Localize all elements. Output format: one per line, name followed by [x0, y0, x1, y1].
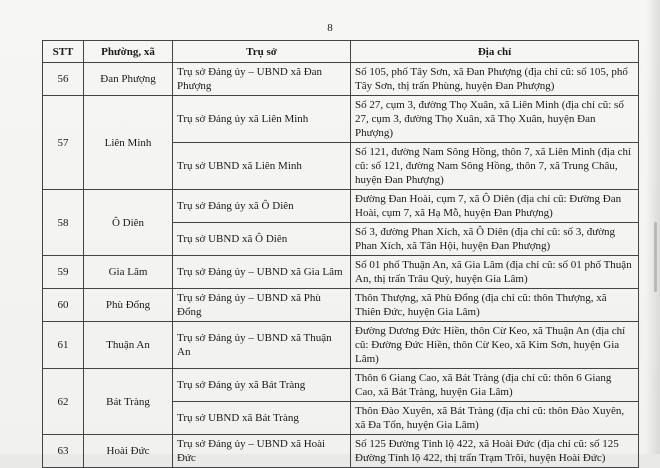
row-address: Số 01 phố Thuận An, xã Gia Lâm (địa chỉ cũ: số 01 phố Thuận An, thị trấn Trâu Quỳ, huyện Gia Lâm)	[351, 256, 639, 289]
row-address: Đường Dương Đức Hiền, thôn Cừ Keo, xã Thuận An (địa chỉ cũ: Đường Đức Hiền, thôn Cừ Keo, xã Kim Sơn, huyện Gia Lâm)	[351, 322, 639, 369]
row-address: Số 125 Đường Tỉnh lộ 422, xã Hoài Đức (địa chỉ cũ: số 125 Đường Tỉnh lộ 422, thị trấn Trạm Trôi, huyện Hoài Đức)	[351, 435, 639, 468]
row-address: Số 27, cụm 3, đường Thọ Xuân, xã Liên Minh (địa chỉ cũ: số 27, cụm 3, đường Thọ Xuân, xã Thọ Xuân, huyện Đan Phượng)	[351, 96, 639, 143]
row-stt: 60	[43, 289, 84, 322]
row-ward: Hoài Đức	[84, 435, 173, 468]
row-headquarters: Trụ sở Đảng ủy – UBND xã Hoài Đức	[173, 435, 351, 468]
table-row	[43, 256, 639, 289]
row-address: Đường Đan Hoài, cụm 7, xã Ô Diên (địa chỉ cũ: Đường Đan Hoài, cụm 7, xã Hạ Mỗ, huyện Đan Phượng)	[351, 190, 639, 223]
row-stt: 61	[43, 322, 84, 369]
row-ward: Bát Tràng	[84, 369, 173, 435]
row-stt: 63	[43, 435, 84, 468]
row-address: Số 105, phố Tây Sơn, xã Đan Phượng (địa chỉ cũ: số 105, phố Tây Sơn, thị trấn Phùng, huyện Đan Phượng)	[351, 63, 639, 96]
table-row	[43, 289, 639, 322]
header-stt: STT	[43, 41, 84, 63]
row-address: Thôn 6 Giang Cao, xã Bát Tràng (địa chỉ cũ: thôn 6 Giang Cao, xã Bát Tràng, huyện Gia Lâm)	[351, 369, 639, 402]
row-headquarters: Trụ sở UBND xã Ô Diên	[173, 223, 351, 256]
page-number: 8	[327, 22, 333, 34]
row-headquarters: Trụ sở Đảng ủy xã Bát Tràng	[173, 369, 351, 402]
row-ward: Gia Lâm	[84, 256, 173, 289]
row-headquarters: Trụ sở UBND xã Liên Minh	[173, 143, 351, 190]
header-address: Địa chỉ	[351, 41, 639, 63]
row-headquarters: Trụ sở Đảng ủy – UBND xã Phù Đổng	[173, 289, 351, 322]
row-stt: 62	[43, 369, 84, 435]
row-address: Số 3, đường Phan Xích, xã Ô Diên (địa chỉ cũ: số 3, đường Phan Xích, xã Tân Hội, huyện Đan Phượng)	[351, 223, 639, 256]
row-ward: Ô Diên	[84, 190, 173, 256]
headquarters-table	[42, 40, 639, 468]
table-row	[43, 369, 639, 402]
row-ward: Phù Đổng	[84, 289, 173, 322]
row-stt: 58	[43, 190, 84, 256]
table-row	[43, 96, 639, 143]
row-headquarters: Trụ sở Đảng ủy xã Liên Minh	[173, 96, 351, 143]
page-edge-shadow	[646, 0, 660, 454]
row-headquarters: Trụ sở Đảng ủy – UBND xã Gia Lâm	[173, 256, 351, 289]
table-header-row	[43, 41, 639, 63]
table-row	[43, 190, 639, 223]
row-address: Thôn Thượng, xã Phù Đổng (địa chỉ cũ: thôn Thượng, xã Thiên Đức, huyện Gia Lâm)	[351, 289, 639, 322]
row-ward: Đan Phượng	[84, 63, 173, 96]
table-row	[43, 435, 639, 468]
row-address: Số 121, đường Nam Sông Hồng, thôn 7, xã Liên Minh (địa chỉ cũ: số 121, đường Nam Sông Hồng, thôn 7, xã Trung Châu, huyện Đan Phượng)	[351, 143, 639, 190]
row-stt: 59	[43, 256, 84, 289]
header-ward: Phường, xã	[84, 41, 173, 63]
row-address: Thôn Đào Xuyên, xã Bát Tràng (địa chỉ cũ: thôn Đào Xuyên, xã Đa Tốn, huyện Gia Lâm)	[351, 402, 639, 435]
scrollbar-thumb[interactable]	[654, 222, 657, 292]
table-row	[43, 322, 639, 369]
row-headquarters: Trụ sở Đảng ủy – UBND xã Thuận An	[173, 322, 351, 369]
row-stt: 57	[43, 96, 84, 190]
row-stt: 56	[43, 63, 84, 96]
table-row	[43, 63, 639, 96]
row-headquarters: Trụ sở Đảng ủy – UBND xã Đan Phượng	[173, 63, 351, 96]
row-ward: Thuận An	[84, 322, 173, 369]
header-headquarters: Trụ sở	[173, 41, 351, 63]
row-ward: Liên Minh	[84, 96, 173, 190]
row-headquarters: Trụ sở UBND xã Bát Tràng	[173, 402, 351, 435]
row-headquarters: Trụ sở Đảng ủy xã Ô Diên	[173, 190, 351, 223]
